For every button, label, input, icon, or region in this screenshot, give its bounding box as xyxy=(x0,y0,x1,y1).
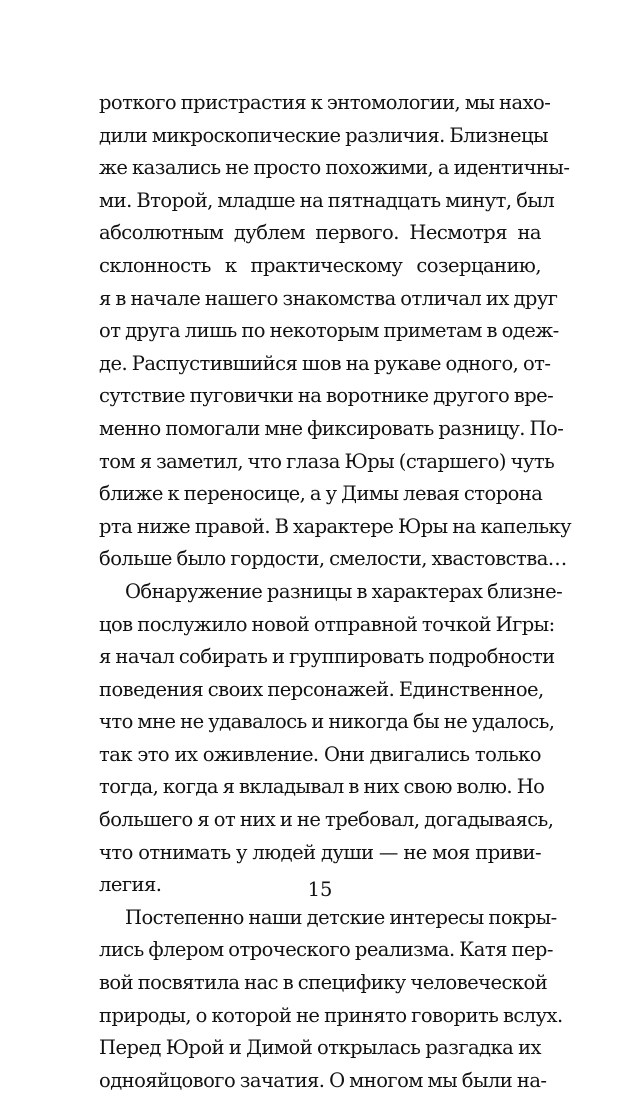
text-line: легия. xyxy=(99,873,162,897)
text-line: Перед Юрой и Димой открылась разгадка их xyxy=(99,1036,541,1060)
text-line: Обнаружение разницы в характерах близне- xyxy=(125,579,563,603)
text-line: том я заметил, что глаза Юры (старшего) чуть xyxy=(99,449,555,473)
text-line: сутствие пуговички на воротнике другого вре- xyxy=(99,384,554,408)
text-line: абсолютным дублем первого. Несмотря на xyxy=(99,221,541,245)
text-line: дили микроскопические различия. Близнецы xyxy=(99,123,548,147)
text-line: склонность к практическому созерцанию, xyxy=(99,253,541,277)
text-line: так это их оживление. Они двигались только xyxy=(99,742,541,766)
text-line: роткого пристрастия к энтомологии, мы нахо- xyxy=(99,91,551,114)
text-line: тогда, когда я вкладывал в них свою волю. Но xyxy=(99,775,545,799)
text-line: что мне не удавалось и никогда бы не удалось, xyxy=(99,710,555,734)
text-line: ми. Второй, младше на пятнадцать минут, был xyxy=(99,188,555,212)
page-number: 15 xyxy=(307,878,333,901)
text-line: я начал собирать и группировать подробности xyxy=(99,645,555,669)
text-line: ближе к переносице, а у Димы левая сторона xyxy=(99,482,543,506)
body-text xyxy=(99,87,572,1097)
text-line: же казались не просто похожими, а идентичны- xyxy=(99,156,570,180)
text-line: цов послужило новой отправной точкой Игры: xyxy=(99,612,555,636)
text-line: де. Распустившийся шов на рукаве одного, от- xyxy=(99,351,551,375)
text-line: больше было гордости, смелости, хвастовства… xyxy=(99,547,567,571)
text-line: однояйцового зачатия. О многом мы были на- xyxy=(99,1068,547,1092)
text-line: большего я от них и не требовал, догадываясь, xyxy=(99,808,554,832)
text-line: я в начале нашего знакомства отличал их друг xyxy=(99,286,558,310)
text-line: что отнимать у людей души — не моя приви- xyxy=(99,840,541,864)
text-line: менно помогали мне фиксировать разницу. По- xyxy=(99,416,564,440)
text-line: природы, о которой не принято говорить вслух. xyxy=(99,1003,563,1027)
text-line: поведения своих персонажей. Единственное, xyxy=(99,677,544,701)
text-line: рта ниже правой. В характере Юры на капельку xyxy=(99,514,572,538)
text-line: от друга лишь по некоторым приметам в одеж- xyxy=(99,319,559,343)
text-line: вой посвятила нас в специфику человеческой xyxy=(99,971,548,995)
text-line: лись флером отроческого реализма. Катя пер- xyxy=(99,938,553,962)
text-line: Постепенно наши детские интересы покры- xyxy=(125,905,557,929)
